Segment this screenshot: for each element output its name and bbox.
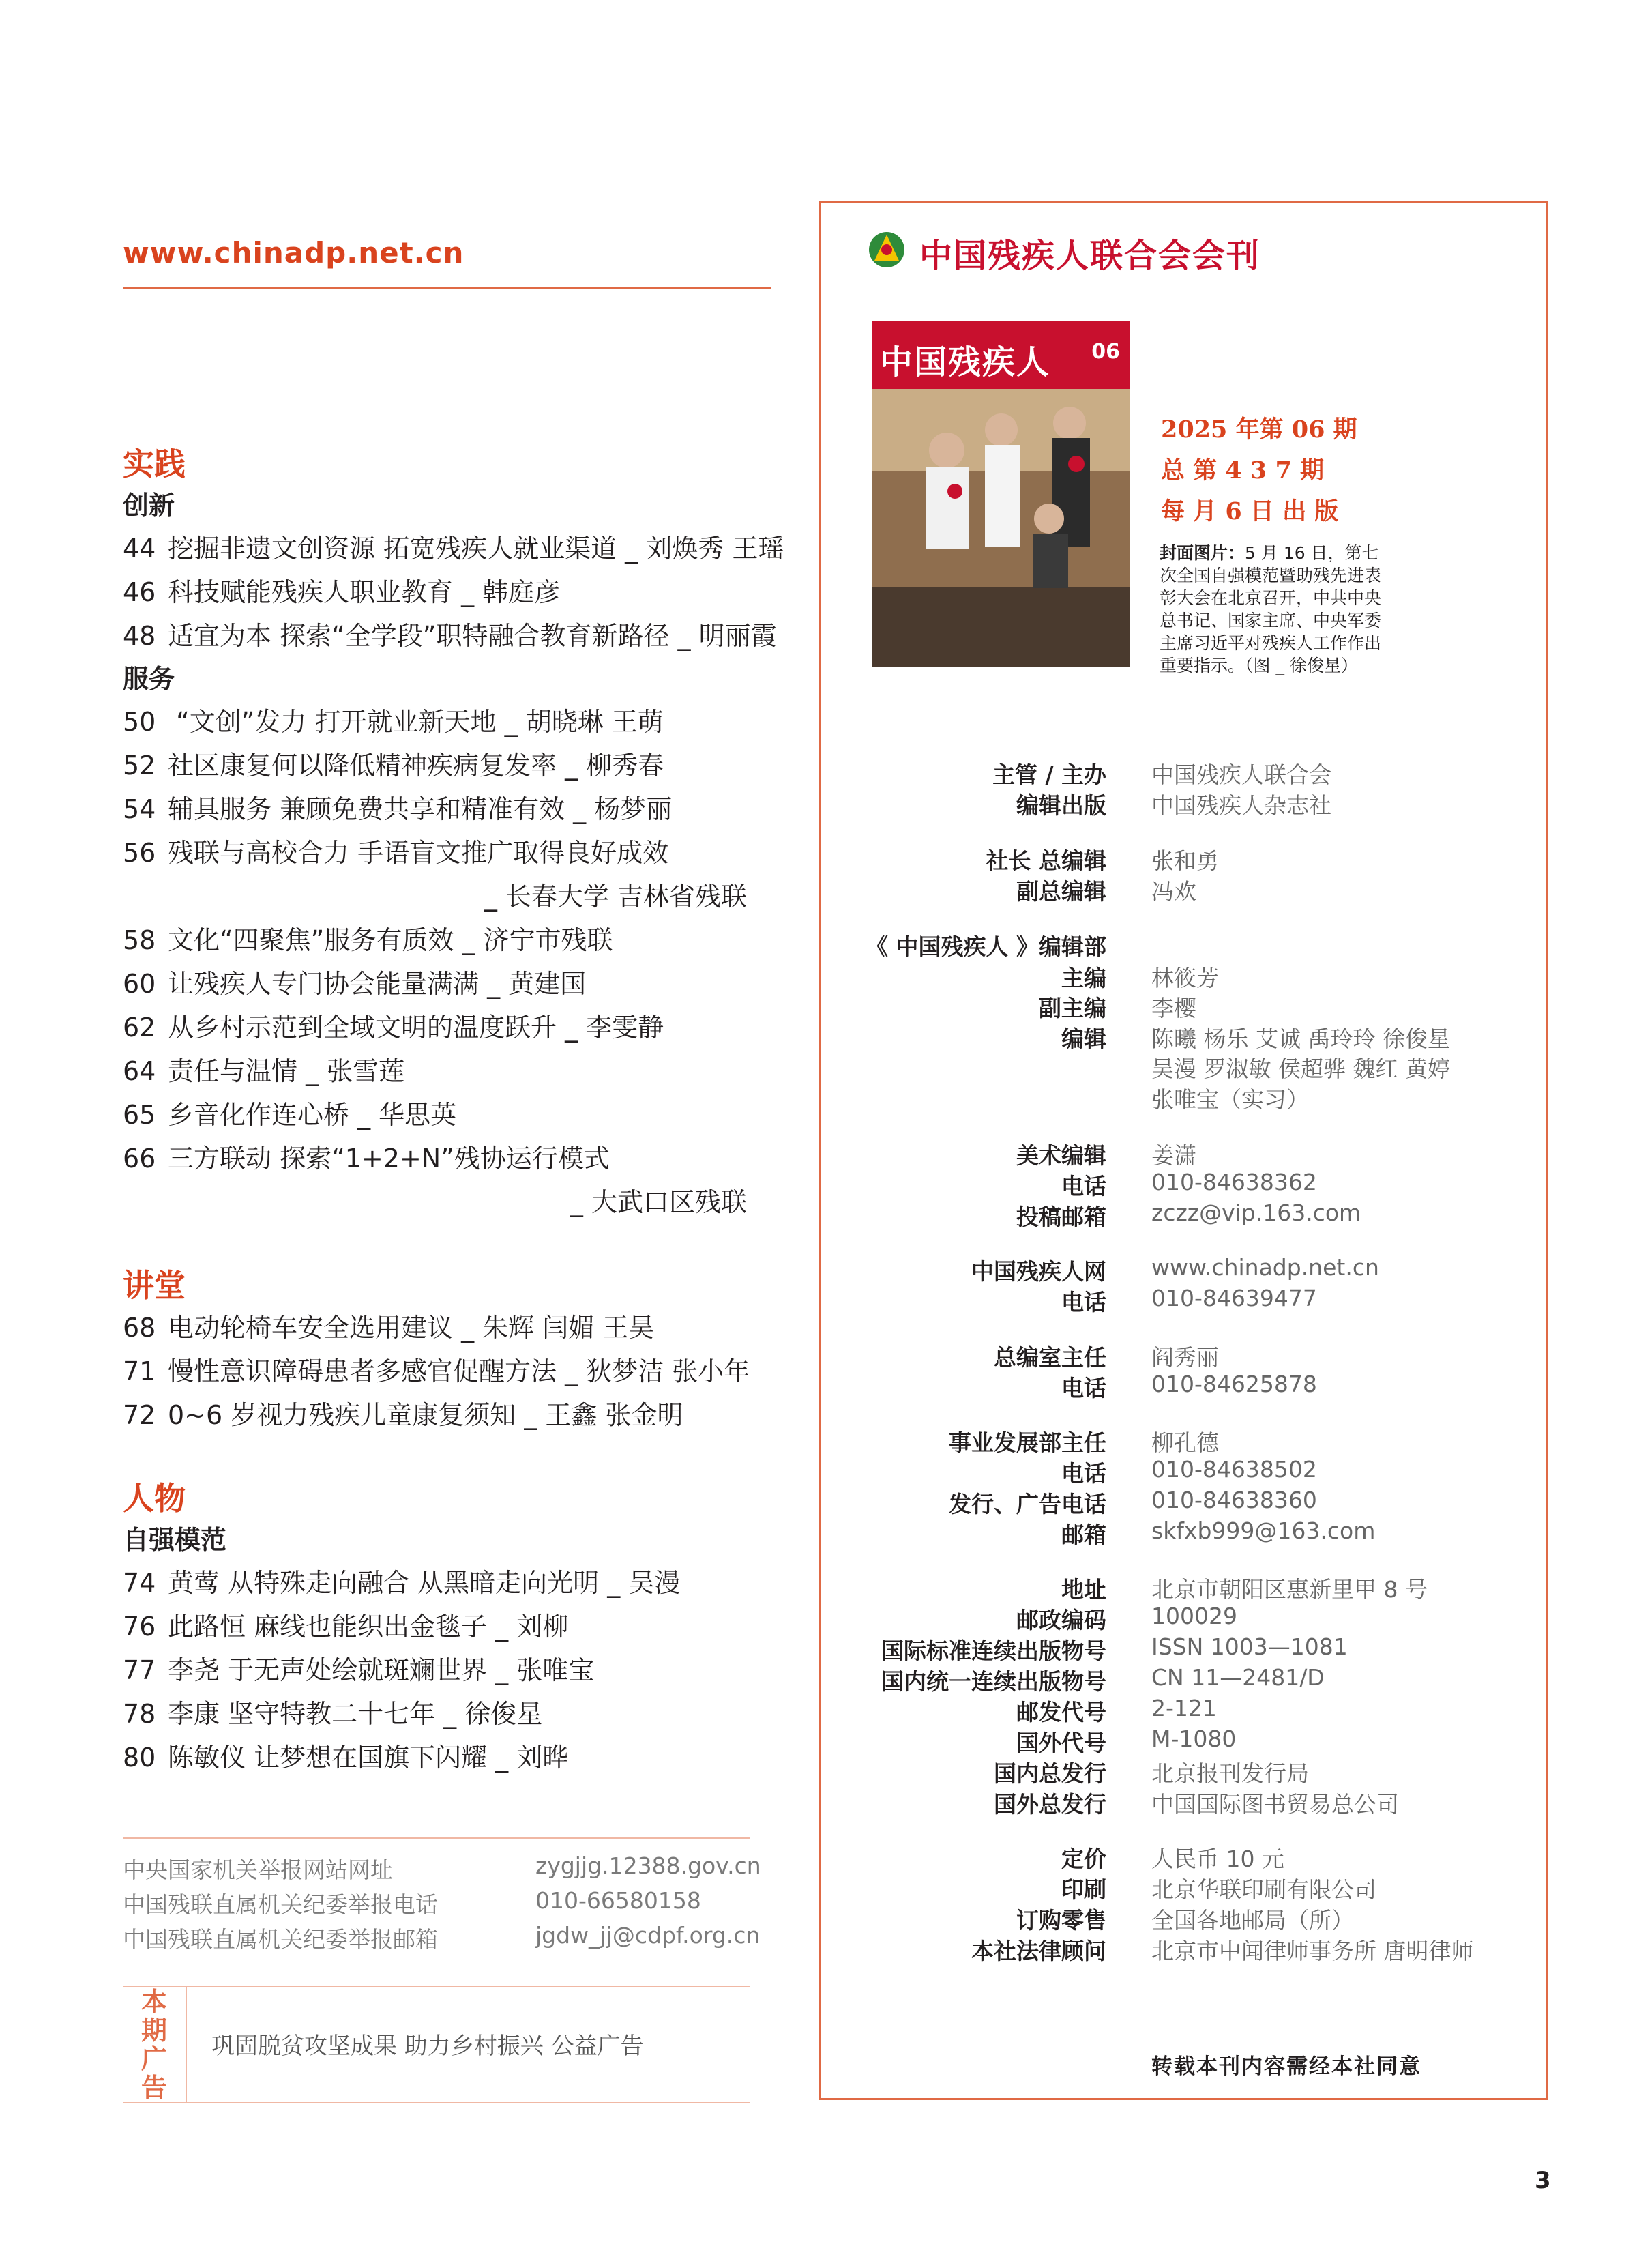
page-num: 80 (123, 1743, 156, 1773)
cover-issue-number: 06 (1091, 340, 1120, 364)
page-num: 46 (123, 577, 156, 607)
masthead-value: 北京市中闻律师事务所 唐明律师 (1151, 1938, 1474, 1964)
masthead-row (846, 1371, 1528, 1402)
reprint-statement: 转载本刊内容需经本社同意 (1151, 2054, 1421, 2079)
masthead-value: 010-84625878 (1151, 1371, 1317, 1397)
page-num: 48 (123, 621, 156, 651)
masthead-label: 电话 (1061, 1289, 1106, 1315)
report-row (123, 1887, 750, 1922)
masthead-row (846, 1841, 1528, 1873)
entry-title: 辅具服务 兼顾免费共享和精准有效 _ 杨梦丽 (168, 794, 673, 824)
masthead-value: 010-84638362 (1151, 1169, 1317, 1195)
report-value[interactable]: zygjjg.12388.gov.cn (535, 1852, 761, 1879)
masthead-label: 投稿邮箱 (1016, 1204, 1106, 1230)
toc-entry[interactable] (123, 787, 778, 831)
masthead-label: 国内统一连续出版物号 (881, 1668, 1106, 1695)
toc-entry[interactable] (123, 962, 778, 1006)
toc-entry[interactable] (123, 918, 778, 962)
page-num: 72 (123, 1400, 156, 1430)
page-num: 50 (123, 707, 156, 737)
masthead-value: 冯欢 (1151, 878, 1196, 905)
masthead-label: 国际标准连续出版物号 (881, 1637, 1106, 1664)
masthead-row (846, 1872, 1528, 1904)
divider (123, 287, 771, 289)
toc-entry[interactable] (123, 1561, 778, 1605)
subsection-title: 创新 (123, 491, 175, 521)
toc-entry[interactable] (123, 1137, 778, 1180)
page-num: 76 (123, 1612, 156, 1642)
section-title: 实践 (123, 446, 186, 482)
masthead-row (846, 1051, 1528, 1083)
toc-entry[interactable] (123, 1393, 778, 1437)
entry-title: 0~6 岁视力残疾儿童康复须知 _ 王鑫 张金明 (168, 1400, 683, 1430)
entry-title: “文创”发力 打开就业新天地 _ 胡晓琳 王萌 (168, 707, 664, 737)
toc-entry[interactable] (123, 614, 778, 658)
caption-text: 5 月 16 日，第七次全国自强模范暨助残先进表彰大会在北京召开，中共中央总书记、国家主席、中央军委主席习近平对残疾人工作作出重要指示。（图 _ 徐俊星） (1160, 543, 1382, 675)
masthead-row (846, 1340, 1528, 1371)
ad-label (123, 1987, 187, 2102)
masthead-row (846, 1285, 1528, 1316)
masthead-row (846, 1787, 1528, 1818)
masthead-label: 主编 (1061, 965, 1106, 991)
masthead-row (846, 1021, 1528, 1053)
masthead-row (846, 1903, 1528, 1934)
masthead-row (846, 991, 1528, 1022)
masthead-label: 国外总发行 (994, 1791, 1106, 1818)
masthead-row (846, 1456, 1528, 1487)
masthead-label: 编辑 (1061, 1025, 1106, 1052)
masthead-label: 定价 (1061, 1846, 1106, 1872)
entry-author: _ 大武口区残联 (570, 1187, 747, 1217)
masthead-label: 国外代号 (1016, 1730, 1106, 1756)
masthead-value: 林筱芳 (1151, 965, 1219, 991)
issue-line: 2025 年第 06 期 (1161, 416, 1357, 443)
cdpf-logo-icon (868, 231, 906, 269)
toc-entry[interactable] (123, 1648, 778, 1692)
page-num: 60 (123, 969, 156, 999)
masthead-label: 电话 (1061, 1375, 1106, 1401)
masthead-value: ISSN 1003—1081 (1151, 1633, 1348, 1660)
toc-entry[interactable] (123, 1006, 778, 1049)
masthead-label: 编辑出版 (1016, 792, 1106, 819)
report-label: 中央国家机关举报网站网址 (123, 1856, 393, 1883)
entry-title: 从乡村示范到全域文明的温度跃升 _ 李雯静 (168, 1013, 664, 1043)
entry-title: 适宜为本 探索“全学段”职特融合教育新路径 _ 明丽霞 (168, 621, 777, 651)
masthead-value: 人民币 10 元 (1151, 1846, 1284, 1872)
report-row (123, 1922, 761, 1957)
masthead-label: 美术编辑 (1016, 1142, 1106, 1169)
masthead-label: 电话 (1061, 1173, 1106, 1199)
masthead-label: 社长 总编辑 (986, 847, 1106, 874)
masthead-label: 总编室主任 (994, 1344, 1106, 1371)
subsection-title: 自强模范 (123, 1525, 227, 1555)
masthead-label: 邮发代号 (1016, 1699, 1106, 1725)
entry-title: 让残疾人专门协会能量满满 _ 黄建国 (168, 969, 587, 999)
entry-title: 李尧 于无声处绘就斑斓世界 _ 张唯宝 (168, 1655, 595, 1685)
masthead-label: 邮政编码 (1016, 1607, 1106, 1633)
masthead-row (846, 843, 1528, 875)
ad-label-char: 广 (141, 2044, 167, 2074)
masthead-label: 发行、广告电话 (949, 1491, 1106, 1517)
masthead-value: 张和勇 (1151, 847, 1219, 874)
section-gap (123, 1437, 778, 1478)
page-num: 68 (123, 1313, 156, 1343)
cover-caption (1160, 542, 1391, 677)
masthead-row (846, 1425, 1528, 1457)
entry-title: 残联与高校合力 手语盲文推广取得良好成效 (168, 838, 669, 868)
masthead-value: 柳孔德 (1151, 1429, 1219, 1456)
masthead-row (846, 874, 1528, 905)
entry-title: 电动轮椅车安全选用建议 _ 朱辉 闫媚 王昊 (168, 1313, 655, 1343)
masthead-row (846, 1664, 1528, 1695)
masthead-label: 邮箱 (1061, 1521, 1106, 1548)
page-num: 62 (123, 1013, 156, 1043)
entry-title: 三方联动 探索“1+2+N”残协运行模式 (168, 1144, 610, 1174)
issue-info (1161, 409, 1357, 532)
page-num: 64 (123, 1056, 156, 1086)
masthead-value: 全国各地邮局（所） (1151, 1907, 1354, 1934)
ad-label-char: 告 (141, 2073, 167, 2103)
caption-label: 封面图片： (1160, 543, 1245, 563)
report-value[interactable]: jgdw_jj@cdpf.org.cn (535, 1922, 761, 1949)
masthead-value: 张唯宝（实习） (1151, 1086, 1309, 1113)
masthead-row (846, 1517, 1528, 1549)
masthead-value: 李樱 (1151, 995, 1196, 1021)
toc-entry[interactable] (123, 1093, 778, 1137)
toc-entry[interactable] (123, 1692, 778, 1736)
masthead-value: skfxb999@163.com (1151, 1517, 1376, 1544)
cover-title: 中国残疾人 (880, 343, 1051, 381)
page-num: 74 (123, 1568, 156, 1598)
table-of-contents (123, 443, 784, 1779)
entry-title: 慢性意识障碍患者多感官促醒方法 _ 狄梦洁 张小年 (168, 1356, 750, 1386)
ad-label-char: 本 (141, 1987, 167, 2017)
toc-entry[interactable] (123, 1605, 778, 1648)
toc-entry[interactable] (123, 831, 778, 875)
ad-label-char: 期 (141, 2015, 167, 2045)
masthead-value: 010-84638502 (1151, 1456, 1317, 1483)
report-contacts (123, 1837, 761, 1957)
masthead-label: 事业发展部主任 (949, 1429, 1106, 1456)
masthead-value: 北京报刊发行局 (1151, 1760, 1309, 1787)
page-number: 3 (1535, 2167, 1551, 2194)
masthead-label: 国内总发行 (994, 1760, 1106, 1787)
entry-title: 挖掘非遗文创资源 拓宽残疾人就业渠道 _ 刘焕秀 王瑶 (168, 534, 784, 564)
toc-entry[interactable] (123, 1049, 778, 1093)
entry-title: 黄莺 从特殊走向融合 从黑暗走向光明 _ 吴漫 (168, 1568, 681, 1598)
page-num: 52 (123, 751, 156, 781)
masthead-label: 印刷 (1061, 1876, 1106, 1903)
masthead-row (846, 1725, 1528, 1757)
masthead-value: 010-84638360 (1151, 1487, 1317, 1513)
masthead-value: 阎秀丽 (1151, 1344, 1219, 1371)
toc-entry[interactable] (123, 1306, 778, 1350)
entry-title: 科技赋能残疾人职业教育 _ 韩庭彦 (168, 577, 561, 607)
subsection-title: 服务 (123, 664, 175, 694)
masthead-row (846, 1695, 1528, 1726)
masthead-value: 陈曦 杨乐 艾诚 禹玲玲 徐俊星 (1151, 1025, 1450, 1052)
masthead-row (846, 1487, 1528, 1518)
section-title: 讲堂 (123, 1267, 186, 1304)
masthead-label: 中国残疾人网 (971, 1258, 1106, 1285)
masthead-row (846, 1756, 1528, 1788)
entry-author: _ 长春大学 吉林省残联 (484, 882, 747, 912)
masthead-value: www.chinadp.net.cn (1151, 1254, 1379, 1281)
page-num: 71 (123, 1356, 156, 1386)
entry-title: 社区康复何以降低精神疾病复发率 _ 柳秀春 (168, 751, 664, 781)
masthead-row (846, 929, 1528, 961)
masthead-value: zczz@vip.163.com (1151, 1199, 1361, 1226)
toc-entry[interactable] (123, 1736, 778, 1779)
masthead-row (846, 1633, 1528, 1665)
masthead-row (846, 1572, 1528, 1603)
entry-title: 陈敏仪 让梦想在国旗下闪耀 _ 刘晔 (168, 1743, 569, 1773)
masthead-row (846, 961, 1528, 992)
page-num: 58 (123, 925, 156, 955)
section-title: 人物 (123, 1480, 186, 1517)
masthead-row (846, 1254, 1528, 1285)
toc-entry[interactable] (123, 1350, 778, 1393)
journal-title: 中国残疾人联合会会刊 (919, 237, 1261, 275)
masthead-value: M-1080 (1151, 1725, 1237, 1752)
masthead-value: 中国残疾人联合会 (1151, 761, 1331, 788)
page-num: 78 (123, 1699, 156, 1729)
masthead-label: 本社法律顾问 (971, 1938, 1106, 1964)
page-num: 77 (123, 1655, 156, 1685)
section-gap (123, 1224, 778, 1265)
masthead-row (846, 1138, 1528, 1169)
cover-image[interactable] (872, 321, 1130, 667)
masthead-row (846, 1199, 1528, 1231)
entry-title: 乡音化作连心桥 _ 华思英 (168, 1100, 457, 1130)
masthead-label: 副主编 (1039, 995, 1106, 1021)
masthead-row (846, 757, 1528, 789)
masthead-row (846, 1169, 1528, 1200)
report-row (123, 1852, 761, 1887)
page-num: 66 (123, 1144, 156, 1174)
masthead-value: 北京市朝阳区惠新里甲 8 号 (1151, 1576, 1428, 1603)
issue-line: 总 第 4 3 7 期 (1161, 456, 1324, 484)
masthead-value: 中国国际图书贸易总公司 (1151, 1791, 1399, 1818)
masthead-value: 2-121 (1151, 1695, 1217, 1721)
report-value[interactable]: 010-66580158 (535, 1887, 701, 1914)
masthead-label: 地址 (1061, 1576, 1106, 1603)
page-num: 54 (123, 794, 156, 824)
masthead-label: 副总编辑 (1016, 878, 1106, 905)
toc-entry[interactable] (123, 700, 778, 744)
masthead-row (846, 1603, 1528, 1634)
masthead-label: 主管 / 主办 (992, 761, 1106, 788)
toc-entry[interactable] (123, 527, 784, 570)
masthead-value: CN 11—2481/D (1151, 1664, 1325, 1691)
report-label: 中国残联直属机关纪委举报电话 (123, 1891, 438, 1918)
masthead-label: 《 中国残疾人 》编辑部 (866, 933, 1106, 960)
masthead-row (846, 1082, 1528, 1113)
masthead-label: 订购零售 (1016, 1907, 1106, 1934)
masthead-value: 中国残疾人杂志社 (1151, 792, 1331, 819)
site-url[interactable]: www.chinadp.net.cn (123, 236, 464, 270)
entry-title: 文化“四聚焦”服务有质效 _ 济宁市残联 (168, 925, 613, 955)
report-label: 中国残联直属机关纪委举报邮箱 (123, 1926, 438, 1953)
masthead-value: 北京华联印刷有限公司 (1151, 1876, 1376, 1903)
entry-title: 责任与温情 _ 张雪莲 (168, 1056, 405, 1086)
toc-entry[interactable] (123, 570, 778, 614)
masthead-value: 姜潇 (1151, 1142, 1196, 1169)
masthead-value: 吴漫 罗淑敏 侯超骅 魏红 黄婷 (1151, 1055, 1450, 1082)
issue-line: 每 月 6 日 出 版 (1161, 497, 1339, 525)
page-num: 44 (123, 534, 156, 564)
masthead-row (846, 788, 1528, 819)
ad-banner (123, 1986, 750, 2103)
masthead-value: 010-84639477 (1151, 1285, 1317, 1311)
toc-entry[interactable] (123, 744, 778, 787)
masthead-value: 100029 (1151, 1603, 1237, 1629)
masthead-label: 电话 (1061, 1460, 1106, 1487)
entry-title: 李康 坚守特教二十七年 _ 徐俊星 (168, 1699, 543, 1729)
masthead-row (846, 1934, 1528, 1965)
page-num: 65 (123, 1100, 156, 1130)
entry-title: 此路恒 麻线也能织出金毯子 _ 刘柳 (168, 1612, 569, 1642)
ad-text: 巩固脱贫攻坚成果 助力乡村振兴 公益广告 (211, 2033, 644, 2060)
page-num: 56 (123, 838, 156, 868)
